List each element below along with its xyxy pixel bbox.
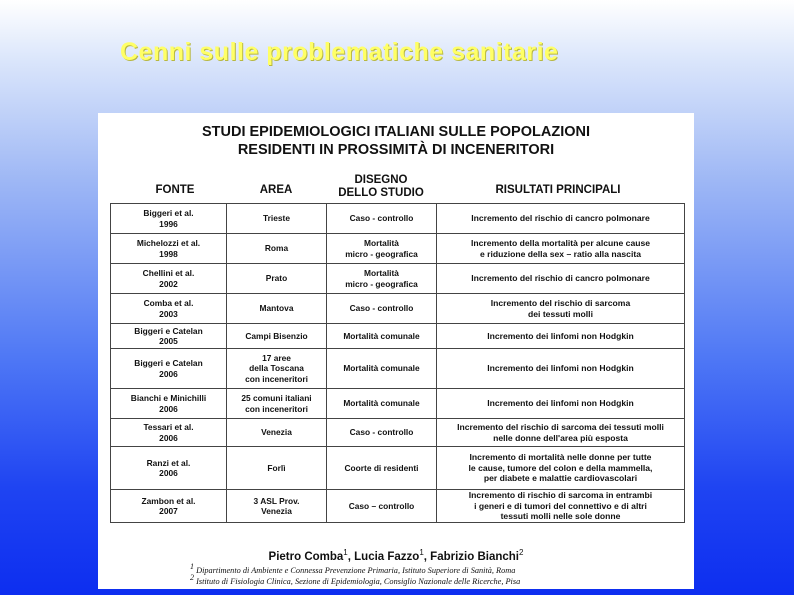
cell-disegno-line: Mortalità comunale	[343, 330, 420, 341]
cell-disegno	[327, 264, 437, 294]
table-row	[111, 447, 685, 490]
cell-area	[227, 324, 327, 349]
cell-disegno-line: Caso - controllo	[349, 427, 414, 438]
cell-risultati	[437, 349, 685, 389]
author-1: Pietro Comba	[268, 550, 344, 563]
author-2-ref: 1	[419, 548, 424, 557]
cell-disegno-line: Caso – controllo	[348, 500, 415, 511]
cell-fonte-line: 2006	[159, 432, 178, 443]
cell-area-line: Roma	[264, 243, 289, 254]
cell-fonte	[111, 264, 227, 294]
panel-title	[98, 123, 694, 159]
header-disegno	[326, 174, 436, 200]
cell-risultati	[437, 490, 685, 523]
cell-disegno	[327, 490, 437, 523]
panel-title-line-2: RESIDENTI IN PROSSIMITÀ DI INCENERITORI	[237, 142, 555, 158]
cell-disegno	[327, 204, 437, 234]
cell-area-line: Campi Bisenzio	[245, 330, 308, 341]
cell-fonte	[111, 447, 227, 490]
cell-disegno-line: micro - geografica	[345, 278, 418, 289]
cell-disegno	[327, 324, 437, 349]
cell-risultati-line: Incremento del rischio di cancro polmonare	[471, 273, 650, 284]
cell-fonte	[111, 349, 227, 389]
cell-risultati-line: per diabete e malattie cardiovascolari	[483, 473, 638, 484]
table-row	[111, 324, 685, 349]
table-row	[111, 349, 685, 389]
cell-fonte-line: Zambon et al.	[141, 495, 196, 506]
cell-area-line: 3 ASL Prov.	[253, 495, 300, 506]
cell-area-line: Forlì	[267, 462, 286, 473]
table-row	[111, 294, 685, 324]
cell-fonte-line: 2003	[159, 308, 178, 319]
cell-area-line: Prato	[265, 273, 288, 284]
cell-risultati-line: Incremento del rischio di sarcoma	[490, 298, 631, 308]
cell-fonte	[111, 204, 227, 234]
cell-area	[227, 447, 327, 490]
cell-fonte	[111, 234, 227, 264]
cell-fonte-line: 1998	[159, 248, 178, 259]
cell-area-line: Trieste	[262, 213, 290, 224]
table-row	[111, 204, 685, 234]
cell-risultati	[437, 447, 685, 490]
cell-risultati-line: nelle donne dell'area più esposta	[493, 432, 628, 443]
cell-area-line: Venezia	[261, 427, 292, 438]
cell-fonte-line: 2002	[159, 278, 178, 289]
panel-title-line-1: STUDI EPIDEMIOLOGICI ITALIANI SULLE POPOLAZIONI	[201, 124, 591, 140]
cell-disegno-line: Mortalità comunale	[343, 398, 420, 409]
affiliation-2	[190, 573, 520, 586]
author-3: Fabrizio Bianchi	[430, 550, 519, 563]
cell-fonte-line: Bianchi e Minichilli	[130, 393, 207, 403]
cell-disegno-line: Coorte di residenti	[344, 462, 419, 473]
cell-area-line: Mantova	[259, 303, 294, 314]
cell-risultati-line: i generi e di tumori del connettivo e di altri	[474, 500, 647, 511]
authors-line: Pietro Comba$^1$, Lucia Fazzo$^1$, Fabrizio Bianchi$^2$	[268, 548, 524, 563]
cell-risultati-line: dei tessuti molli	[528, 308, 593, 319]
cell-risultati	[437, 294, 685, 324]
slide-title: Cenni sulle problematiche sanitarie	[120, 38, 559, 66]
cell-disegno	[327, 234, 437, 264]
cell-fonte-line: Biggeri et al.	[143, 208, 194, 218]
cell-disegno-line: Caso - controllo	[349, 213, 414, 224]
cell-area-line: 25 comuni italiani	[241, 393, 312, 403]
cell-fonte	[111, 324, 227, 349]
cell-risultati-line: Incremento di mortalità nelle donne per tutte	[469, 452, 652, 463]
cell-area	[227, 389, 327, 419]
table-row	[111, 264, 685, 294]
cell-fonte-line: Comba et al.	[143, 298, 194, 308]
cell-risultati	[437, 324, 685, 349]
cell-risultati	[437, 419, 685, 447]
cell-risultati-line: Incremento del rischio di sarcoma dei tessuti molli	[457, 422, 664, 432]
cell-risultati-line: e riduzione della sex – ratio alla nascita	[480, 248, 641, 259]
cell-fonte-line: Michelozzi et al.	[136, 238, 201, 248]
cell-fonte-line: Tessari et al.	[143, 422, 194, 432]
header-disegno-line-1: DISEGNO	[354, 174, 408, 186]
cell-risultati	[437, 234, 685, 264]
cell-risultati	[437, 264, 685, 294]
cell-fonte-line: Biggeri e Catelan	[134, 358, 203, 368]
affiliation-1-text: Dipartimento di Ambiente e Connessa Prevenzione Primaria, Istituto Superiore di Sanità, Roma	[196, 565, 516, 575]
cell-area	[227, 294, 327, 324]
cell-disegno	[327, 389, 437, 419]
cell-risultati-line: tessuti molli nelle sole donne	[500, 511, 621, 522]
cell-risultati-line: Incremento della mortalità per alcune cause	[470, 238, 651, 248]
author-3-ref: 2	[519, 548, 524, 557]
cell-disegno	[327, 447, 437, 490]
cell-disegno-line: Caso - controllo	[349, 303, 414, 314]
cell-fonte	[111, 490, 227, 523]
table-row	[111, 234, 685, 264]
cell-area	[227, 490, 327, 523]
header-risultati: RISULTATI PRINCIPALI	[495, 184, 621, 196]
cell-disegno	[327, 294, 437, 324]
cell-fonte-line: 2007	[159, 506, 178, 516]
cell-risultati	[437, 389, 685, 419]
table-row	[111, 419, 685, 447]
cell-area	[227, 264, 327, 294]
cell-risultati	[437, 204, 685, 234]
cell-risultati-line: le cause, tumore del colon e della mammella,	[468, 462, 653, 473]
cell-fonte-line: Chellini et al.	[142, 268, 195, 278]
cell-risultati-line: Incremento di rischio di sarcoma in entrambi	[468, 490, 653, 501]
author-1-ref: 1	[343, 548, 348, 557]
table-row	[111, 490, 685, 523]
studies-table	[110, 203, 685, 523]
cell-fonte	[111, 419, 227, 447]
cell-area-line: con inceneritori	[245, 373, 308, 384]
cell-risultati-line: Incremento dei linfomi non Hodgkin	[487, 363, 634, 374]
header-fonte: FONTE	[155, 184, 195, 196]
cell-fonte-line: Ranzi et al.	[146, 457, 191, 468]
cell-fonte-line: 2006	[159, 403, 178, 414]
cell-fonte-line: 1996	[159, 218, 178, 229]
author-2: Lucia Fazzo	[354, 550, 420, 563]
table-row	[111, 389, 685, 419]
cell-fonte-line: 2006	[159, 468, 178, 478]
cell-disegno-line: Mortalità comunale	[343, 363, 420, 374]
cell-fonte	[111, 294, 227, 324]
cell-fonte-line: 2006	[159, 368, 178, 379]
cell-area-line: della Toscana	[249, 363, 304, 374]
cell-disegno	[327, 349, 437, 389]
cell-disegno-line: Mortalità	[364, 268, 399, 278]
study-table-panel	[98, 113, 694, 589]
header-disegno-line-2: DELLO STUDIO	[338, 187, 424, 199]
cell-area	[227, 234, 327, 264]
cell-disegno-line: Mortalità	[364, 238, 399, 248]
cell-fonte-line: Biggeri e Catelan	[134, 325, 203, 336]
cell-disegno	[327, 419, 437, 447]
cell-area	[227, 349, 327, 389]
cell-fonte	[111, 389, 227, 419]
affiliation-2-text: Istituto di Fisiologia Clinica, Sezione di Epidemiologia, Consiglio Nazionale delle Ricerche, Pisa	[196, 576, 521, 586]
cell-disegno-line: micro - geografica	[345, 248, 418, 259]
cell-risultati-line: Incremento del rischio di cancro polmonare	[471, 213, 650, 224]
cell-fonte-line: 2005	[159, 336, 178, 346]
cell-risultati-line: Incremento dei linfomi non Hodgkin	[487, 330, 634, 341]
cell-area	[227, 204, 327, 234]
affiliation-1-num: 1	[190, 562, 194, 571]
header-area: AREA	[259, 184, 293, 196]
cell-area	[227, 419, 327, 447]
cell-area-line: Venezia	[261, 506, 292, 516]
cell-area-line: 17 aree	[262, 352, 291, 363]
affiliation-2-num: 2	[190, 573, 194, 582]
cell-risultati-line: Incremento dei linfomi non Hodgkin	[487, 398, 634, 409]
cell-area-line: con inceneritori	[245, 403, 308, 414]
